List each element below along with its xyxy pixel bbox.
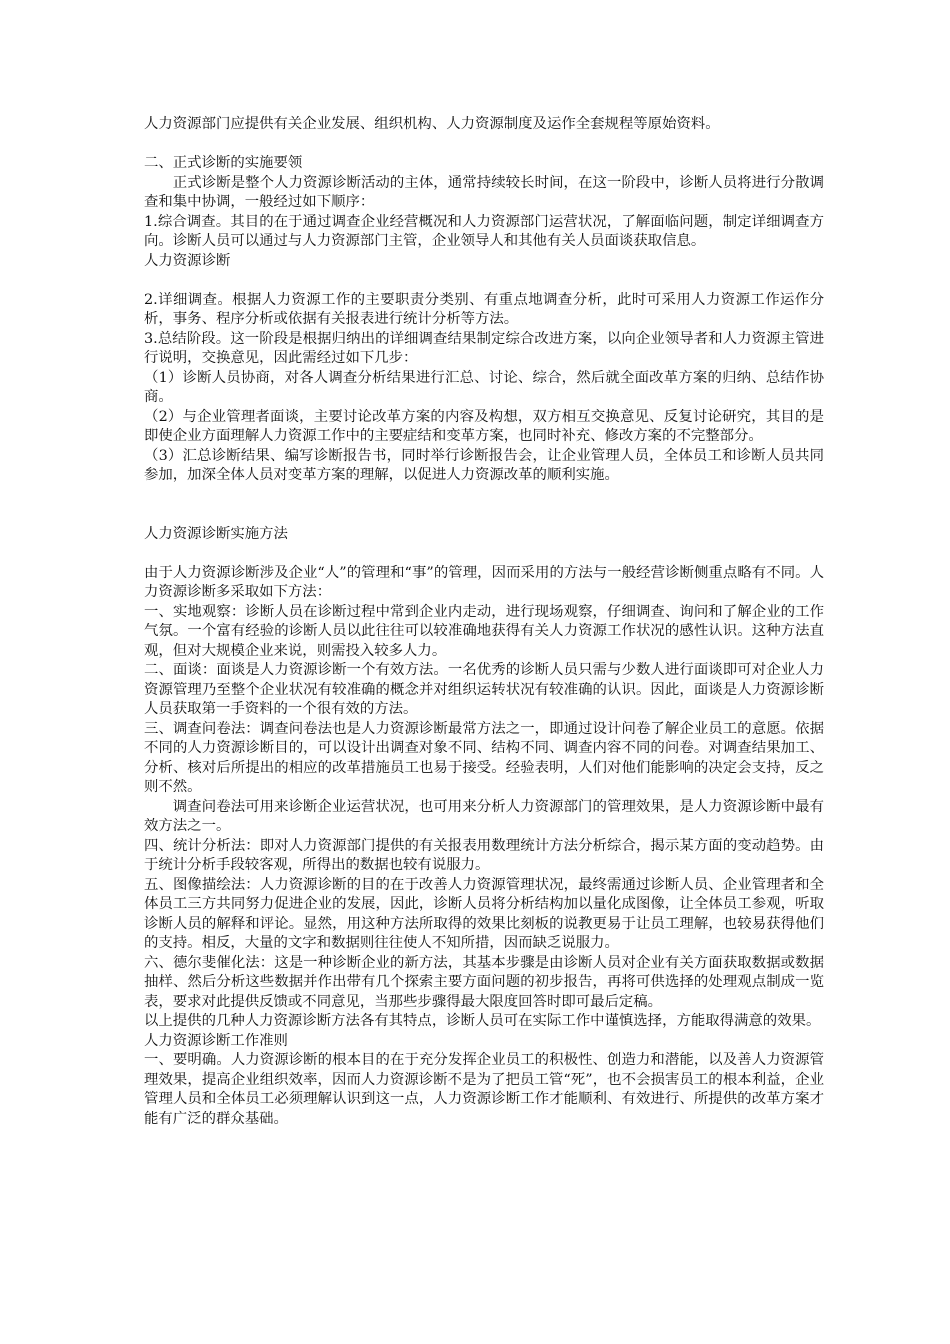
method-field-observation: 一、实地观察：诊断人员在诊断过程中常到企业内走动，进行现场观察，仔细调查、询问和了解企业的工作气氛。一个富有经验的诊断人员以此往往可以较准确地获得有关人力资源工作状况的感性认识。这种方法直观，但对大规模企业来说，则需投入较多人力。 <box>144 603 824 659</box>
spacer <box>144 135 824 155</box>
paragraph-detailed-survey: 2.详细调查。根据人力资源工作的主要职责分类别、有重点地调查分析，此时可采用人力资源工作运作分析，事务、程序分析或依据有关报表进行统计分析等方法。 <box>144 291 824 327</box>
section-label-hr-diagnosis: 人力资源诊断 <box>144 252 231 269</box>
method-statistical-analysis: 四、统计分析法：即对人力资源部门提供的有关报表用数理统计方法分析综合，揭示某方面的变动趋势。由于统计分析手段较客观，所得出的数据也较有说服力。 <box>144 837 824 873</box>
spacer <box>144 271 824 291</box>
method-questionnaire: 三、调查问卷法：调查问卷法也是人力资源诊断最常方法之一，即通过设计问卷了解企业员工的意愿。依据不同的人力资源诊断目的，可以设计出调查对象不同、结构不同、调查内容不同的问卷。对调查结果加工、分析、核对后所提出的相应的改革措施员工也易于接受。经验表明，人们对他们能影响的决定会支持，反之则不然。 <box>144 720 824 795</box>
document-body <box>144 115 824 1129</box>
paragraph-methods-intro: 由于人力资源诊断涉及企业“人”的管理和“事”的管理，因而采用的方法与一般经营诊断侧重点略有不同。人力资源诊断多采取如下方法： <box>144 564 824 600</box>
method-interview: 二、面谈：面谈是人力资源诊断一个有效方法。一名优秀的诊断人员只需与少数人进行面谈即可对企业人力资源管理乃至整个企业状况有较准确的概念并对组织运转状况有较准确的认识。因此，面谈是人力资源诊断人员获取第一手资料的一个很有效的方法。 <box>144 662 824 717</box>
paragraph-comprehensive-survey: 1.综合调查。其目的在于通过调查企业经营概况和人力资源部门运营状况，了解面临问题，制定详细调查方向。诊断人员可以通过与人力资源部门主管，企业领导人和其他有关人员面谈获取信息。 <box>144 213 824 249</box>
heading-implementation-methods: 人力资源诊断实施方法 <box>144 525 288 542</box>
heading-formal-diagnosis: 二、正式诊断的实施要领 <box>144 155 303 171</box>
list-item-step-1: （1）诊断人员协商，对各人调查分析结果进行汇总、讨论、综合，然后就全面改革方案的归纳、总结作协商。 <box>144 369 824 405</box>
heading-work-principles: 人力资源诊断工作准则 <box>144 1032 288 1049</box>
paragraph-methods-conclusion: 以上提供的几种人力资源诊断方法各有其特点，诊断人员可在实际工作中谨慎选择，方能取得满意的效果。 <box>144 1013 821 1029</box>
principle-be-clear: 一、要明确。人力资源诊断的根本目的在于充分发挥企业员工的积极性、创造力和潜能，以及善人力资源管理效果，提高企业组织效率，因而人力资源诊断不是为了把员工管“死”，也不会损害员工的根本利益，企业管理人员和全体员工必须理解认识到这一点，人力资源诊断工作才能顺利、有效进行、所提供的改革方案才能有广泛的群众基础。 <box>144 1052 824 1127</box>
list-item-step-3: （3）汇总诊断结果、编写诊断报告书，同时举行诊断报告会，让企业管理人员，全体员工和诊断人员共同参加，加深全体人员对变革方案的理解，以促进人力资源改革的顺利实施。 <box>144 447 824 483</box>
paragraph-questionnaire-note: 调查问卷法可用来诊断企业运营状况，也可用来分析人力资源部门的管理效果，是人力资源诊断中最有效方法之一。 <box>144 798 824 834</box>
paragraph-source-materials: 人力资源部门应提供有关企业发展、组织机构、人力资源制度及运作全套规程等原始资料。 <box>144 116 720 132</box>
list-item-step-2: （2）与企业管理者面谈，主要讨论改革方案的内容及构想，双方相互交换意见、反复讨论研究，其目的是即使企业方面理解人力资源工作中的主要症结和变革方案，也同时补充、修改方案的不完整部分。 <box>144 408 824 444</box>
method-delphi: 六、德尔斐催化法：这是一种诊断企业的新方法，其基本步骤是由诊断人员对企业有关方面获取数据或数据抽样、然后分析这些数据并作出带有几个探索主要方面问题的初步报告，再将可供选择的处理观点制成一览表，要求对此提供反馈或不同意见，当那些步骤得最大限度回答时即可最后定稿。 <box>144 954 824 1010</box>
spacer <box>144 486 824 525</box>
paragraph-summary-stage: 3.总结阶段。这一阶段是根据归纳出的详细调查结果制定综合改进方案，以向企业领导者和人力资源主管进行说明，交换意见，因此需经过如下几步： <box>144 330 824 366</box>
method-image-depiction: 五、图像描绘法：人力资源诊断的目的在于改善人力资源管理状况，最终需通过诊断人员、企业管理者和全体员工三方共同努力促进企业的发展，因此，诊断人员将分析结构加以量化成图像，让全体员工参观，听取诊断人员的解释和评论。显然，用这种方法所取得的效果比刻板的说教更易于让员工理解，也较易获得他们的支持。相反，大量的文字和数据则往往使人不知所措，因而缺乏说服力。 <box>144 876 824 951</box>
paragraph-formal-diagnosis-intro: 正式诊断是整个人力资源诊断活动的主体，通常持续较长时间，在这一阶段中，诊断人员将进行分散调查和集中协调，一般经过如下顺序： <box>144 174 824 210</box>
spacer <box>144 544 824 564</box>
